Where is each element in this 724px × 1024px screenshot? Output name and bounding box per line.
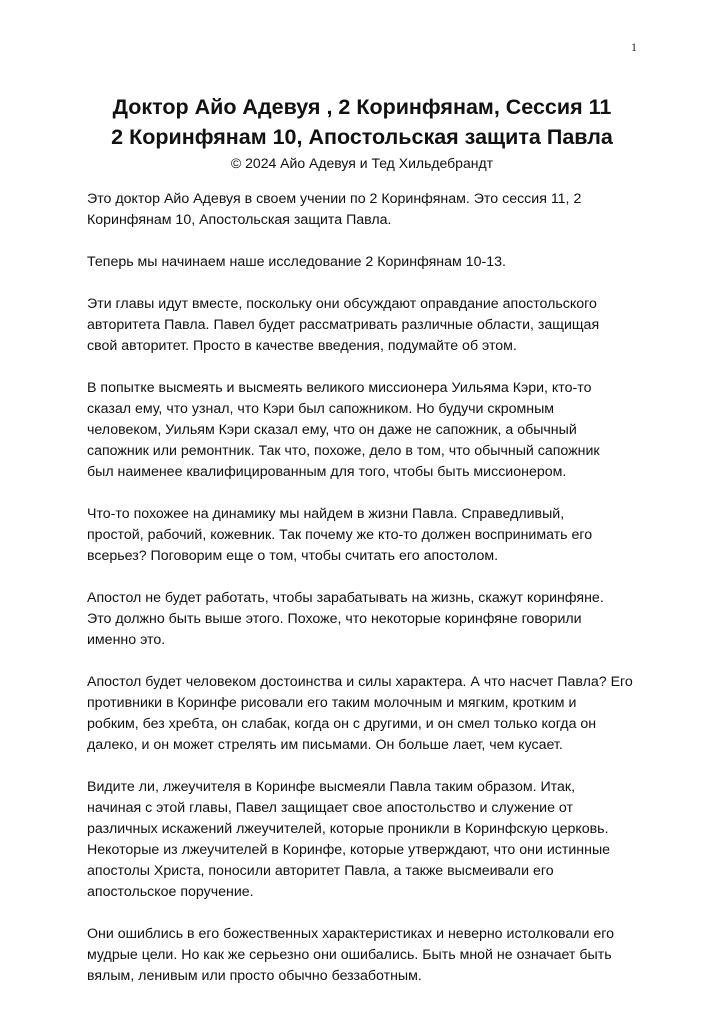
title-line-2: 2 Коринфянам 10, Апостольская защита Павла (111, 125, 613, 149)
text-line: В попытке высмеять и высмеять великого миссионера Уильяма Кэри, кто-то (87, 380, 592, 396)
text-line: был наименее квалифицированным для того, чтобы быть миссионером. (87, 464, 567, 480)
text-line: простой, рабочий, кожевник. Так почему же кто-то должен воспринимать его (87, 527, 593, 543)
copyright-notice: © 2024 Айо Адевуя и Тед Хильдебрандт (230, 155, 494, 171)
text-line: вялым, ленивым или просто обычно беззаботным. (87, 968, 422, 984)
page-number: 1 (631, 40, 637, 54)
title-line-1: Доктор Айо Адевуя , 2 Коринфянам, Сессия 11 (112, 95, 612, 119)
text-line: именно это. (87, 632, 166, 648)
text-line: свой авторитет. Просто в качестве введения, подумайте об этом. (87, 338, 517, 354)
text-line: Эти главы идут вместе, поскольку они обсуждают оправдание апостольского (87, 296, 597, 312)
text-line: всерьез? Поговорим еще о том, чтобы считать его апостолом. (87, 548, 499, 564)
text-line: Они ошиблись в его божественных характеристиках и неверно истолковали его (87, 926, 615, 942)
text-line: авторитета Павла. Павел будет рассматривать различные области, защищая (87, 317, 600, 333)
paragraph (87, 294, 637, 357)
text-line: мудрые цели. Но как же серьезно они ошибались. Быть мной не означает быть (87, 947, 612, 963)
text-line: Что-то похожее на динамику мы найдем в жизни Павла. Справедливый, (87, 506, 565, 522)
text-line: различных искажений лжеучителей, которые проникли в Коринфскую церковь. (87, 821, 609, 837)
paragraph (87, 777, 637, 903)
paragraph (87, 189, 637, 231)
text-line: человеком, Уильям Кэри сказал ему, что он даже не сапожник, а обычный (87, 422, 577, 438)
text-line: Апостол не будет работать, чтобы зарабатывать на жизнь, скажут коринфяне. (87, 590, 604, 606)
text-line: Коринфянам 10, Апостольская защита Павла. (87, 212, 392, 228)
text-line: апостольское поручение. (87, 884, 254, 900)
text-line: Некоторые из лжеучителей в Коринфе, которые утверждают, что они истинные (87, 842, 611, 858)
paragraph (87, 252, 637, 273)
text-line: противники в Коринфе рисовали его таким молочным и мягким, кротким и (87, 695, 577, 711)
text-line: робким, без хребта, он слабак, когда он с другими, и он смел только когда он (87, 716, 597, 732)
paragraph (87, 672, 637, 756)
text-line: апостолы Христа, поносили авторитет Павла, а также высмеивали его (87, 863, 554, 879)
document-body (87, 189, 637, 1008)
text-line: сказал ему, что узнал, что Кэри был сапожником. Но будучи скромным (87, 401, 555, 417)
text-line: начиная с этой главы, Павел защищает свое апостольство и служение от (87, 800, 573, 816)
text-line: сапожник или ремонтник. Так что, похоже, дело в том, что обычный сапожник (87, 443, 600, 459)
text-line: Это доктор Айо Адевуя в своем учении по 2 Коринфянам. Это сессия 11, 2 (87, 191, 582, 207)
text-line: Видите ли, лжеучителя в Коринфе высмеяли Павла таким образом. Итак, (87, 779, 576, 795)
paragraph (87, 924, 637, 987)
paragraph (87, 588, 637, 651)
paragraph (87, 378, 637, 483)
text-line: Это должно быть выше этого. Похоже, что некоторые коринфяне говорили (87, 611, 582, 627)
document-header (0, 92, 724, 173)
text-line: Теперь мы начинаем наше исследование 2 Коринфянам 10-13. (87, 254, 506, 270)
paragraph (87, 504, 637, 567)
text-line: далеко, и он может стрелять им письмами. Он больше лает, чем кусает. (87, 737, 563, 753)
text-line: Апостол будет человеком достоинства и силы характера. А что насчет Павла? Его (87, 674, 633, 690)
